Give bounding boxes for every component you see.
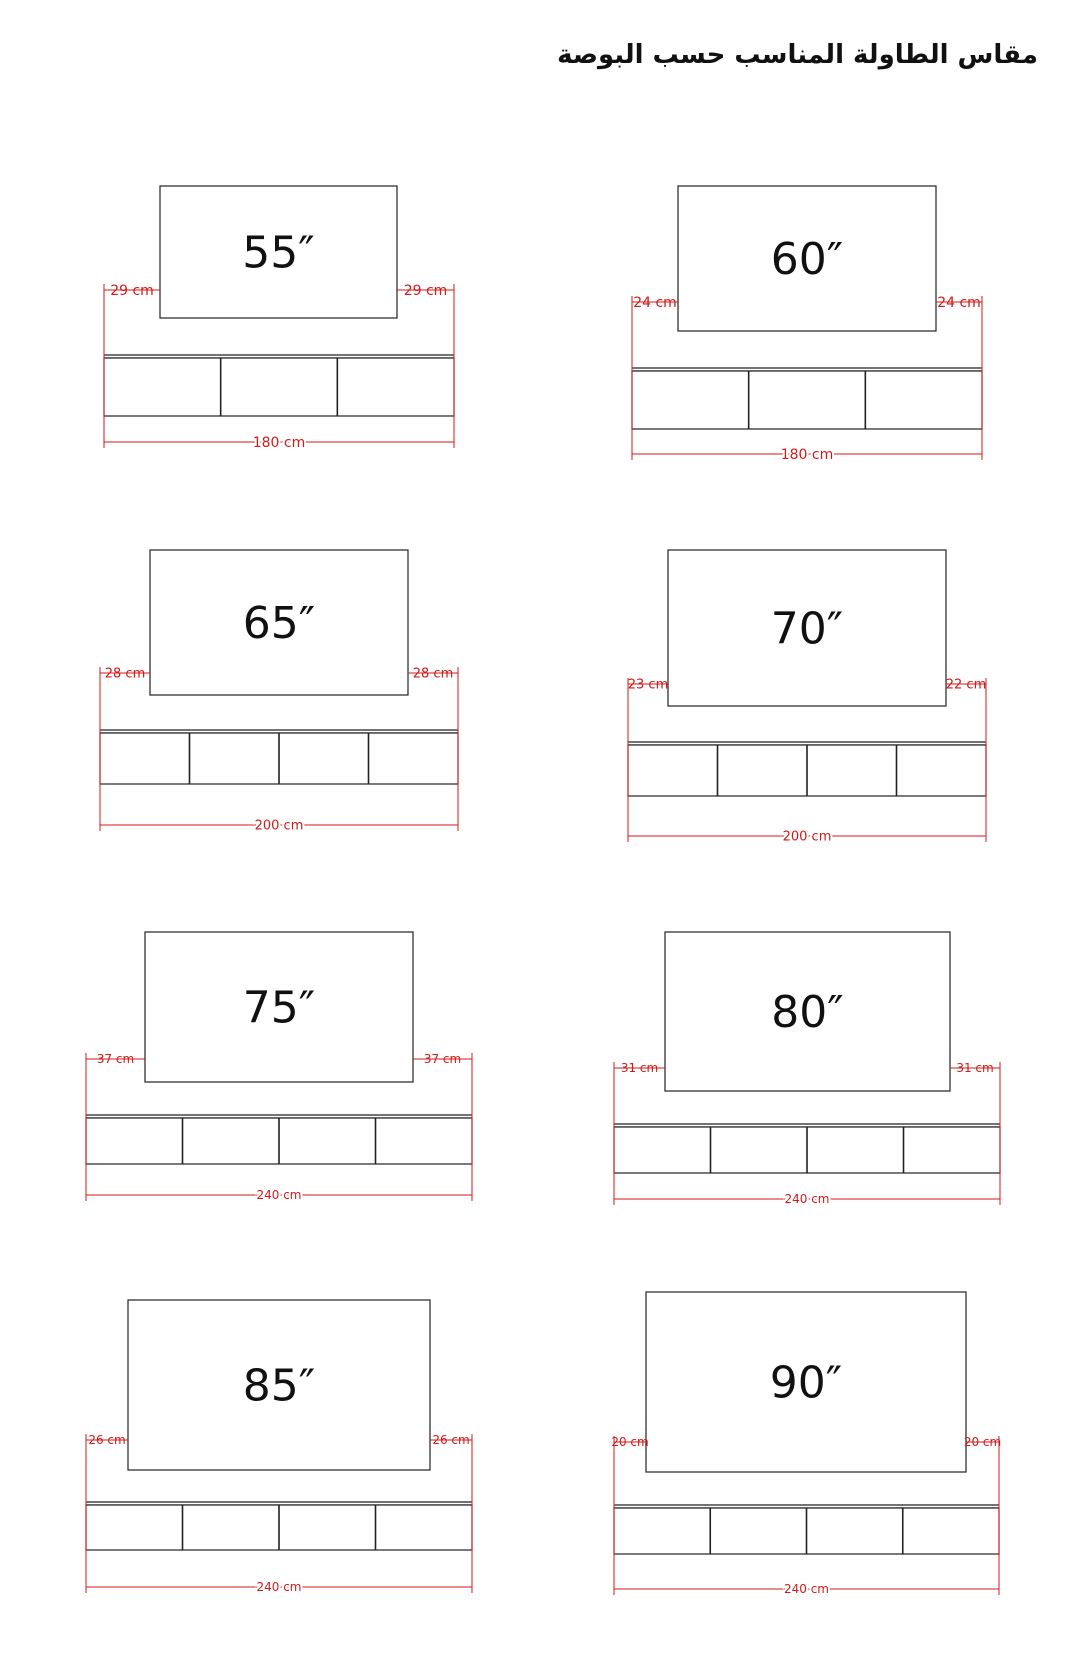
tv-size-label: 90″ [769,1357,843,1409]
left-gap-label: 24 cm [633,294,677,311]
tv-size-label: 65″ [242,597,316,649]
left-gap-label: 20 cm [611,1435,649,1450]
tv-size-label: 60″ [770,233,844,285]
left-gap-label: 23 cm [627,677,669,693]
right-gap-label: 22 cm [945,677,987,693]
tv-size-label: 55″ [242,227,315,279]
tv-size-label: 70″ [770,603,844,655]
width-label: 200 cm [254,818,304,834]
size-card [86,932,472,1202]
left-gap-label: 31 cm [620,1061,659,1076]
size-card [611,1292,1001,1596]
left-gap-label: 29 cm [110,282,154,299]
left-gap-label: 28 cm [104,666,146,682]
width-label: 240 cm [256,1188,302,1203]
width-label: 240 cm [784,1192,830,1207]
width-label: 180 cm [780,446,834,463]
width-label: 200 cm [782,829,832,845]
right-gap-label: 31 cm [956,1061,994,1076]
width-label: 240 cm [256,1580,302,1595]
right-gap-label: 29 cm [403,282,448,299]
page-title: مقاس الطاولة المناسب حسب البوصة [557,40,1038,70]
size-card [86,1300,472,1594]
size-card [104,186,454,451]
size-card [628,550,987,845]
stand-body [104,358,454,416]
width-label: 180 cm [252,434,306,451]
right-gap-label: 37 cm [423,1052,462,1067]
tv-size-label: 75″ [242,982,316,1034]
right-gap-label: 26 cm [432,1433,470,1448]
tv-size-label: 80″ [771,986,844,1038]
left-gap-label: 26 cm [88,1433,126,1448]
size-card [632,186,982,463]
stand-body [632,371,982,429]
right-gap-label: 28 cm [412,666,454,682]
size-card [614,932,1000,1206]
right-gap-label: 24 cm [937,294,981,311]
right-gap-label: 20 cm [963,1435,1002,1450]
size-card [100,550,458,834]
tv-size-label: 85″ [242,1360,316,1412]
width-label: 240 cm [783,1582,830,1597]
left-gap-label: 37 cm [96,1052,135,1067]
